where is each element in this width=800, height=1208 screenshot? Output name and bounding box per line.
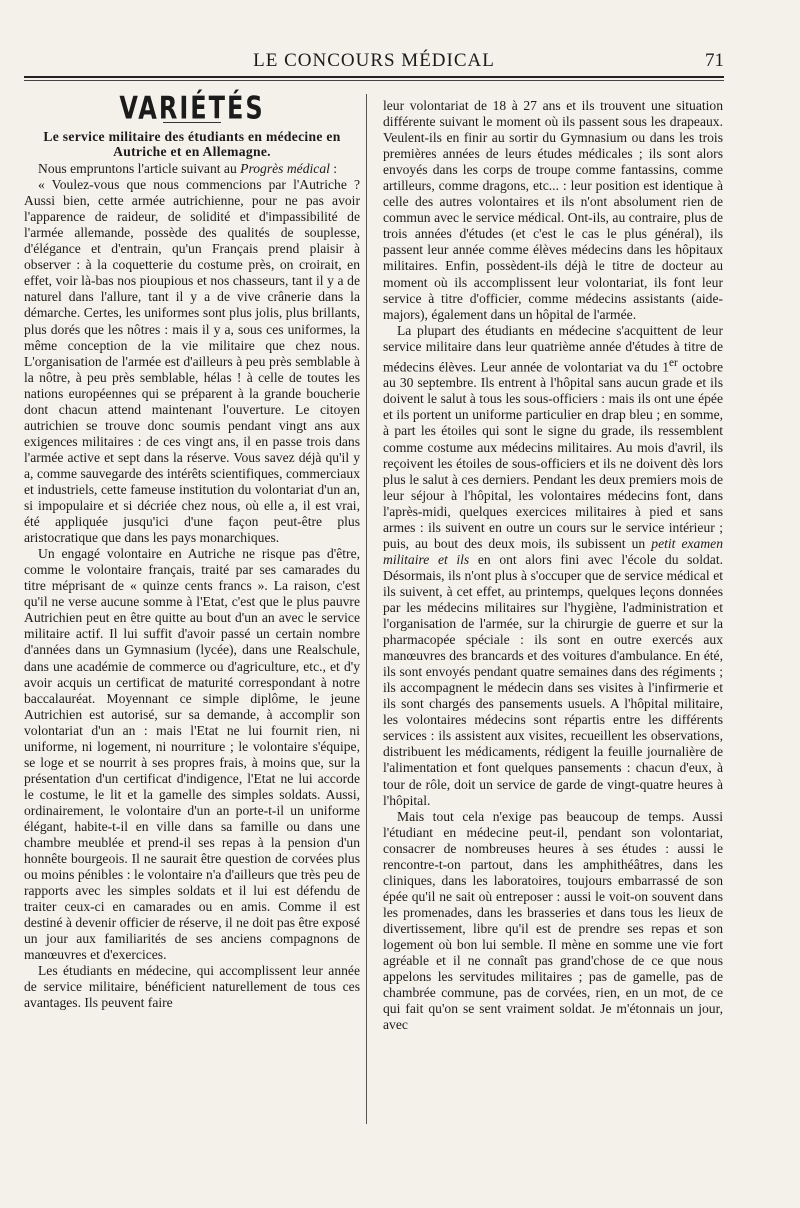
header-rule-thin	[24, 80, 724, 81]
text-span: octobre au 30 septembre. Ils entrent à l'hôpital sans aucun grade et ils doivent le salut à tous les sous-officiers : mais ils ont une épée et ils portent un uniforme particulier en drap bleu ; en somme, à part les étoiles qui sont le signe du grade, ils ressemblent comme costume aux médecins militaires. Au mois d'avril, ils reçoivent les étoiles de sous-officiers et ils ne doivent dès lors plus le salut à ces derniers. Pendant les deux premiers mois de leur séjour à l'hôpital, les volontaires médecins font, dans l'après-midi, quelques exercices militaires à pied et sans armes : ils suivent en outre un cours sur le service intérieur ; puis, au bout des deux mois, ils subissent un	[383, 359, 723, 551]
italic-text: petit examen militaire et ils	[383, 535, 723, 567]
text-span: en ont alors fini avec l'école du soldat. Désormais, ils n'ont plus à s'occuper que de service médical et ils suivent, à cet effet, au printemps, quelques leçons données par les médecins militaires sur l'hygiène, l'administration et l'organisation de l'armée, sur la chirurgie de guerre et sur la pharmacopée spéciale : ils sont en outre exercés aux manœuvres des brancards et des voitures d'ambulance. En été, ils sont envoyés pendant quatre semaines dans des régiments ; ils accompagnent le médecin dans ses visites à l'infirmerie et ils sont chargés des pansements usuels. A l'hôpital militaire, les volontaires médecins sont répartis entre les différents services : ils assistent aux visites, recueillent les observations, distribuent les médicaments, rédigent la feuille journalière de l'alimentation et font quelques pansements : chacun d'eux, à tour de rôle, doit un service de garde de vingt-quatre heures à l'hôpital.	[383, 551, 723, 808]
text-span: La plupart des étudiants en médecine s'acquittent de leur service militaire dans leur quatrième année d'études à titre de médecins élèves. Leur année de volontariat va du 1	[383, 322, 723, 375]
column-divider	[366, 94, 367, 1124]
paragraph: Les étudiants en médecine, qui accomplissent leur année de service militaire, bénéficient naturellement de tous ces avantages. Ils peuvent faire	[24, 963, 360, 1011]
header-rule	[24, 76, 724, 78]
right-column	[383, 98, 723, 1033]
intro-text: Nous empruntons l'article suivant au	[38, 161, 241, 177]
left-column	[24, 89, 360, 1012]
intro-source: Progrès médical	[240, 161, 330, 177]
paragraph: Mais tout cela n'exige pas beaucoup de temps. Aussi l'étudiant en médecine peut-il, pendant son volontariat, consacrer de nombreuses heures à ses études : aussi le rencontre-t-on partout, dans les amphithéâtres, dans les cliniques, dans les laboratoires, toujours embarrassé de son épée qu'il ne sait où entreposer : aussi le voit-on souvent dans les promenades, dans les brasseries et dans tous les lieux de divertissement, libre qu'il est de prendre ses repas et son logement où bon lui semble. Il mène en somme une vie fort agréable et il ne connaît pas grand'chose de ce que nous appelons les servitudes militaires ; pas de gamelle, pas de chambrée commune, pas de corvées, rien, en un mot, de ce qui fait qu'on se sent vraiment soldat. Je m'étonnais un jour, avec	[383, 808, 723, 1033]
journal-title: LE CONCOURS MÉDICAL	[253, 50, 495, 71]
page-number: 71	[705, 50, 724, 71]
section-title: VARIÉTÉS	[119, 89, 265, 127]
paragraph: « Voulez-vous que nous commencions par l'Autriche ? Aussi bien, cette armée autrichienne, pour ne pas avoir l'apparence de raideur, de solidité et d'impassibilité de l'armée allemande, possède des qualités de souplesse, d'élégance et d'entrain, qu'un Français prend plaisir à observer : à la coquetterie du costume près, on croirait, en effet, voir là-bas nos pioupious et nos chasseurs, tant il y a de naturel dans l'allure, tant il y a de vive crânerie dans la démarche. Certes, les uniformes sont plus jolis, plus brillants, plus dorés que les nôtres : mais il y a, sous ces uniformes, la même conception de la vie militaire que chez nous. L'organisation de l'armée est d'ailleurs à peu près semblable à la nôtre, à peu près semblable, hélas ! à celle de toutes les nations européennes qui se préparent à la grande boucherie dont chacun attend maintenant l'ouverture. Le citoyen autrichien se trouve donc soumis pendant vingt ans aux exigences militaires : de ces vingt ans, il en passe trois dans l'armée active et sept dans la réserve. Vous savez déjà qu'il y a, comme sauvegarde des intérêts scientifiques, commerciaux et industriels, cette fameuse institution du volontariat d'un an, si impopulaire et si décriée chez nous, où elle a, il est vrai, été appliquée jusqu'ici d'une façon peut-être plus aristocratique que dans les pays monarchiques.	[24, 177, 360, 546]
intro-end: :	[329, 161, 338, 177]
superscript: er	[669, 356, 678, 369]
paragraph: leur volontariat de 18 à 27 ans et ils trouvent une situation différente suivant le moment où ils passent sous les drapeaux. Veulent-ils en finir au sortir du Gymnasium ou dans les trois premières années de leurs études médicales ; ils sont alors envoyés dans les corps de troupe comme fantassins, comme artilleurs, comme dragons, etc... : leur position est identique à celle des autres volontaires et ils n'ont absolument rien de commun avec le service médical. Ont-ils, au contraire, plus de trois années d'études (et c'est le cas le plus général), ils passent leur année comme élèves médecins dans les hôpitaux militaires. Enfin, possèdent-ils déjà le titre de docteur au moment où ils accomplissent leur volontariat, ils font leur service à titre d'officier, comme médecins assistants (aide-majors), également dans un hôpital de l'armée.	[383, 98, 723, 322]
intro-paragraph	[24, 161, 360, 177]
article-title: Le service militaire des étudiants en médecine en Autriche et en Allemagne.	[43, 129, 341, 160]
paragraph	[383, 323, 723, 809]
paragraph: Un engagé volontaire en Autriche ne risque pas d'être, comme le volontaire français, traité par ses camarades du titre méprisant de « quinze cents francs ». La raison, c'est qu'il ne verse aucune somme à l'Etat, c'est que le plus pauvre Autrichien peut en être quitte au bout d'un an avec le service militaire actif. Il lui suffit d'avoir passé un certain nombre d'années dans un Gymnasium (lycée), dans une Realschule, dans une académie de commerce ou d'agriculture, etc., et d'y avoir acquis un certificat de maturité correspondant à notre baccalauréat. Moyennant ce simple diplôme, le jeune Autrichien est autorisé, sur sa demande, à accomplir son volontariat d'un an : mais l'Etat ne lui fournit rien, ni uniforme, ni logement, ni nourriture ; le volontaire s'équipe, se loge et se nourrit à ses propres frais, à moins que, sur la présentation d'un certificat d'indigence, l'Etat ne lui accorde le costume, le lit et la gamelle des simples soldats. Aussi, ordinairement, le volontaire d'un an porte-t-il un uniforme élégant, habite-t-il en ville dans sa famille ou dans une chambre meublée et prend-il ses repas à la pension d'un honnête bourgeois. Il ne saurait être question de corvées plus ou moins pénibles : le volontaire n'a d'ailleurs que très peu de rapports avec les simples soldats et il lui est défendu de traiter ceux-ci en camarades ou en amis. Comme il est destiné à devenir officier de réserve, il ne doit pas être exposé un jour aux familiarités de ses anciens compagnons de manœuvres et d'exercices.	[24, 546, 360, 963]
page-header	[24, 48, 724, 74]
